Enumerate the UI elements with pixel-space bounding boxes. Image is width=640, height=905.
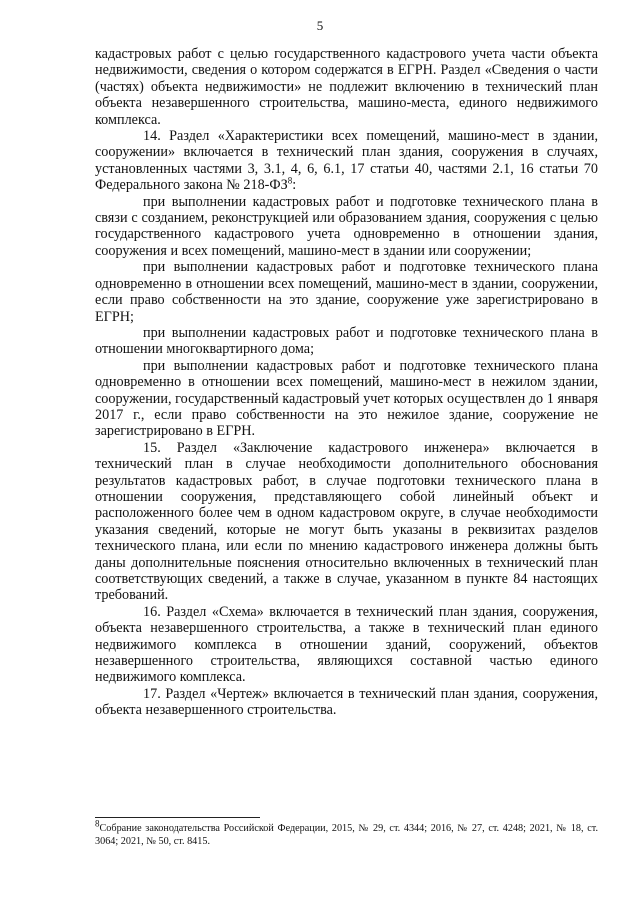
footnote-reference[interactable]: 8 bbox=[287, 175, 293, 186]
paragraph-item-15: 15. Раздел «Заключение кадастрового инженера» включается в технический план в случае необходимости дополнительного обоснования результатов кадастровых работ, в случае подготовки технического плана в отношении сооружения, представляющего собой линейный объект и расположенного более чем в одном кадастровом округе, в случае необходимости указания сведений, которые не могут быть указаны в реквизитах разделов технического плана, или если по мнению кадастрового инженера должны быть даны дополнительные пояснения относительно включенных в технический план соответствующих сведений, а также в случае, указанном в пункте 84 настоящих требований. bbox=[95, 439, 598, 604]
footnote bbox=[95, 818, 598, 848]
footnote-divider bbox=[95, 817, 260, 818]
footnote-text: Собрание законодательства Российской Федерации, 2015, № 29, ст. 4344; 2016, № 27, ст. 4248; 2021, № 18, ст. 3064; 2021, № 50, ст. 8415. bbox=[95, 823, 598, 847]
page-number: 5 bbox=[316, 18, 324, 33]
footnote-marker: 8 bbox=[95, 818, 100, 829]
paragraph-continuation: кадастровых работ с целью государственного кадастрового учета части объекта недвижимости, сведения о котором содержатся в ЕГРН. Раздел «Сведения о части (частях) объекта недвижимости» не подлежит включению в технический план объекта незавершенного строительства, машино-места, единого недвижимого комплекса. bbox=[95, 46, 598, 128]
paragraph-item-14 bbox=[95, 128, 598, 194]
list-item-apartment-building: при выполнении кадастровых работ и подготовке технического плана в отношении многоквартирного дома; bbox=[95, 324, 598, 358]
body-text bbox=[95, 46, 598, 719]
paragraph-item-17: 17. Раздел «Чертеж» включается в технический план здания, сооружения, объекта незавершенного строительства. bbox=[95, 685, 598, 719]
list-item-registered-ownership: при выполнении кадастровых работ и подготовке технического плана одновременно в отношении всех помещений, машино-мест в здании, сооружении, если право собственности на это здание, сооружение уже зарегистрировано в ЕГРН; bbox=[95, 259, 598, 325]
paragraph-item-14-colon: : bbox=[292, 177, 297, 194]
paragraph-item-14-text: 14. Раздел «Характеристики всех помещений, машино-мест в здании, сооружении» включается в технический план здания, сооружения в случаях, установленных частями 3, 3.1, 4, 6, 6.1, 17 статьи 40, частями 2.1, 16 статьи 70 Федерального закона № 218-ФЗ bbox=[95, 128, 598, 194]
list-item-non-residential: при выполнении кадастровых работ и подготовке технического плана одновременно в отношении всех помещений, машино-мест в нежилом здании, сооружении, государственный кадастровый учет которых осуществлен до 1 января 2017 г., если право собственности на это нежилое здание, сооружение не зарегистрировано в ЕГРН. bbox=[95, 357, 598, 440]
list-item-construction: при выполнении кадастровых работ и подготовке технического плана в связи с созданием, реконструкцией или образованием здания, сооружения с целью государственного кадастрового учета одновременно в отношении здания, сооружения и всех помещений, машино-мест в здании или сооружении; bbox=[95, 193, 598, 259]
paragraph-item-16: 16. Раздел «Схема» включается в технический план здания, сооружения, объекта незавершенного строительства, а также в технический план единого недвижимого комплекса в отношении зданий, сооружений, объектов незавершенного строительства, являющихся составной частью единого недвижимого комплекса. bbox=[95, 603, 598, 686]
